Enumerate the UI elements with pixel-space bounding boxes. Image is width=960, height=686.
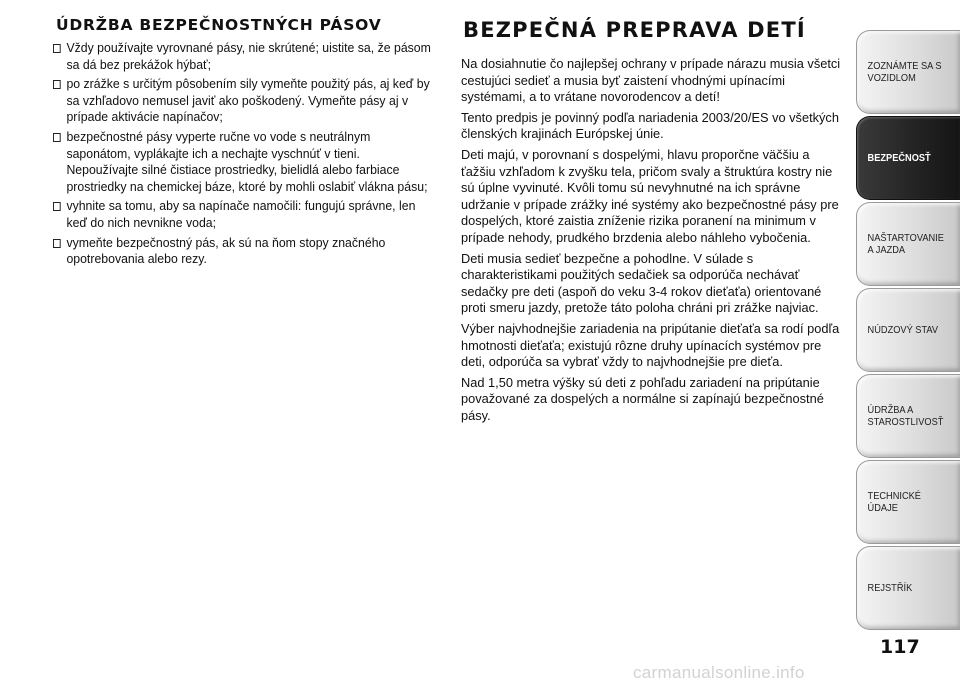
list-item: po zrážke s určitým pôsobením sily vymeňte použitý pás, aj keď by sa vzhľadovo nemusel javiť ako poškodený. Vymeňte pásy aj v prípade aktivácie napínačov; [53,76,432,126]
page-number: 117 [880,636,920,658]
paragraph: Deti musia sedieť bezpečne a pohodlne. V súlade s charakteristikami použitých sedačiek sa odporúča nechávať sedačky pre deti (aspoň do veku 3-4 rokov dieťaťa) orientované proti smeru jazdy, pretože táto poloha chráni pri zrážke najviac. [461,250,822,316]
checkbox-bullet-icon [53,133,61,142]
paragraph: Výber najvhodnejšie zariadenia na pripútanie dieťaťa sa rodí podľa hmotnosti dieťaťa; existujú rôzne druhy upínacích systémov pre deti, odporúča sa vybrať vždy to najvhodnejšie pre dieťa. [461,320,840,370]
list-item: bezpečnostné pásy vyperte ručne vo vode s neutrálnym saponátom, vyplákajte ich a nechajte vyschnúť v tieni. Nepoužívajte silné čistiace prostriedky, bielidlá alebo farbiace prostriedky na chemickej báze, ktoré by mohli oslabiť vlákna pásu; [53,129,432,195]
paragraph: Tento predpis je povinný podľa nariadenia 2003/20/ES vo všetkých členských krajinách Európskej únie. [461,109,839,142]
watermark: carmanualsonline.info [633,663,805,682]
tab-index[interactable]: REJSTŘÍK [856,546,960,630]
maintenance-section [53,14,448,271]
paragraph: Na dosiahnutie čo najlepšej ochrany v prípade nárazu musia všetci cestujúci sedieť a musia byť zaistení vhodnými upínacími systémami, a to vrátane novorodencov a detí! [461,56,841,105]
tab-getting-to-know-vehicle[interactable]: ZOZNÁMTE SA S VOZIDLOM [856,30,960,114]
paragraph: Deti majú, v porovnaní s dospelými, hlavu proporčne väčšiu a ťažšiu vzhľadom k zvyšku tela, pričom svaly a štruktúra kostry nie sú úplne vyvinuté. Kvôli tomu sú nevyhnutné na ich správne udržanie v prípade zrážky iné systémy ako bezpečnostné pásy pre dospelých, ktoré zaistia zníženie rizika poranení na minimum v prípade nehody, prudkého brzdenia alebo náhleho vybočenia. [461,146,839,245]
checkbox-bullet-icon [53,44,61,53]
list-item: Vždy používajte vyrovnané pásy, nie skrútené; uistite sa, že pásom sa dá bez prekážok hýbať; [53,40,432,73]
page-title: BEZPEČNÁ PREPRAVA DETÍ [463,18,806,42]
tab-maintenance-and-care[interactable]: ÚDRŽBA A STAROSTLIVOSŤ [856,374,960,458]
tab-safety[interactable]: BEZPEČNOSŤ [856,116,960,200]
paragraph: Nad 1,50 metra výšky sú deti z pohľadu zariadení na pripútanie považované za dospelých a normálne si zapínajú bezpečnostné pásy. [461,374,824,423]
maintenance-bullet-list [53,40,448,268]
tab-emergency[interactable]: NÚDZOVÝ STAV [856,288,960,372]
list-item: vymeňte bezpečnostný pás, ak sú na ňom stopy značného opotrebovania alebo rezy. [53,235,432,268]
tab-starting-and-driving[interactable]: NAŠTARTOVANIE A JAZDA [856,202,960,286]
checkbox-bullet-icon [53,202,61,211]
list-item: vyhnite sa tomu, aby sa napínače namočili: fungujú správne, len keď do nich nevnikne voda; [53,198,432,231]
child-transport-section [461,14,846,428]
section-heading: ÚDRŽBA BEZPEČNOSTNÝCH PÁSOV [56,16,382,34]
tab-technical-data[interactable]: TECHNICKÉ ÚDAJE [856,460,960,544]
chapter-tabs [856,30,960,630]
checkbox-bullet-icon [53,80,61,89]
checkbox-bullet-icon [53,239,61,248]
